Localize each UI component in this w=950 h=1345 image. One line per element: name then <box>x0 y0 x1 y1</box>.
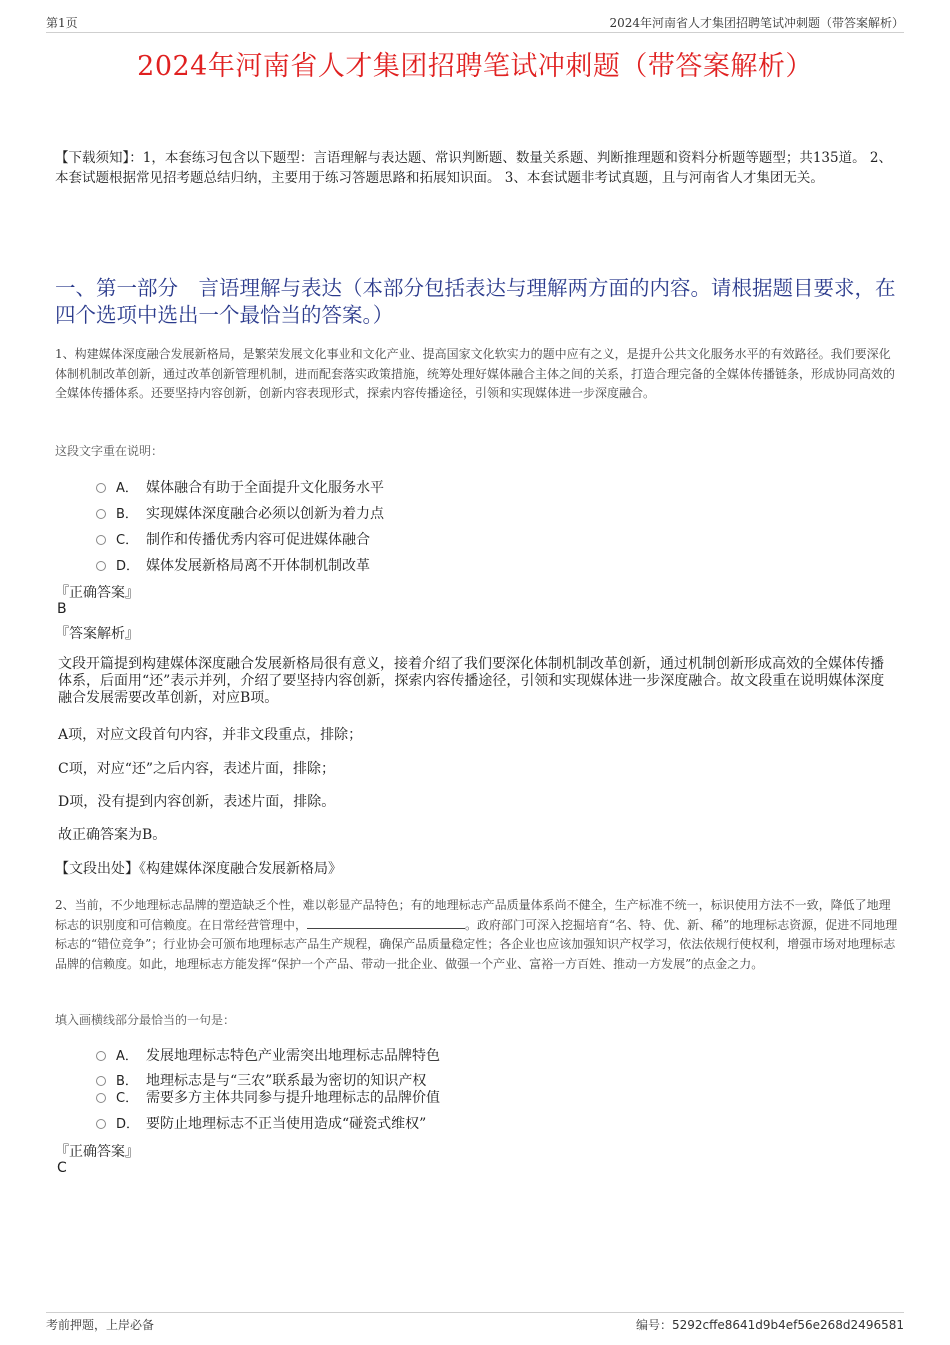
question-2-text: 2、当前，不少地理标志品牌的塑造缺乏个性，难以彰显产品特色；有的地理标志产品质量体系尚不健全，生产标准不统一，标识使用方法不一致，降低了地理标志的识别度和可信赖度。在日常经营管理中， 。政府部门可深入挖掘培育“名、特、优、新、稀”的地理标志资源，促进不同地理标志的“错位竞争”；行业协会可颁布地理标志产品生产规程，确保产品质量稳定性；各企业也应该加强知识产权学习，依法依规行使权利，增强市场对地理标志品牌的信赖度。如此，地理标志方能发挥“保护一个产品、带动一批企业、做强一个产业、富裕一方百姓、推动一方发展”的点金之力。 <box>55 898 898 971</box>
page-header <box>46 12 904 33</box>
question-2-prompt: 填入画横线部分最恰当的一句是： <box>55 1013 236 1027</box>
q1-option-d[interactable]: D． 媒体发展新格局离不开体制机制改革 <box>96 555 370 575</box>
q1-analysis-c: C项，对应“还”之后内容，表述片面，排除； <box>58 761 336 777</box>
q2-option-b[interactable]: B． 地理标志是与“三农”联系最为密切的知识产权 <box>96 1070 426 1090</box>
radio-icon[interactable] <box>96 1093 106 1103</box>
q1-analysis-conclusion: 故正确答案为B。 <box>58 827 167 843</box>
radio-icon[interactable] <box>96 509 106 519</box>
fill-blank <box>307 917 465 929</box>
section-heading: 一、第一部分 言语理解与表达（本部分包括表达与理解两方面的内容。请根据题目要求，在四个选项中选出一个最恰当的答案。） <box>55 276 896 327</box>
radio-icon[interactable] <box>96 561 106 571</box>
q1-analysis-main: 文段开篇提到构建媒体深度融合发展新格局很有意义，接着介绍了我们要深化体制机制改革创新，通过机制创新形成高效的全媒体传播体系，后面用“还”表示并列，介绍了要坚持内容创新，探索内容传播途径，引领和实现媒体进一步深度融合。故文段重在说明媒体深度融合发展需要改革创新，对应B项。 <box>58 656 885 706</box>
q1-analysis-d: D项，没有提到内容创新，表述片面，排除。 <box>58 794 336 810</box>
q1-option-b[interactable]: B． 实现媒体深度融合必须以创新为着力点 <box>96 503 384 523</box>
download-notice: 【下载须知】：1，本套练习包含以下题型：言语理解与表达题、常识判断题、数量关系题、判断推理题和资料分析题等题型；共135道。 2、本套试题根据常见招考题总结归纳，主要用于练习答题思路和拓展知识面。 3、本套试题非考试真题，且与河南省人才集团无关。 <box>55 150 892 186</box>
document-title: 2024年河南省人才集团招聘笔试冲刺题（带答案解析） <box>137 51 813 82</box>
footer-serial: 编号：5292cffe8641d9b4ef56e268d2496581 <box>635 1318 904 1332</box>
q1-answer: B <box>57 601 67 617</box>
radio-icon[interactable] <box>96 483 106 493</box>
question-1-prompt: 这段文字重在说明： <box>55 444 164 458</box>
radio-icon[interactable] <box>96 1051 106 1061</box>
header-doc-title: 2024年河南省人才集团招聘笔试冲刺题（带答案解析） <box>609 16 904 30</box>
q2-answer: C <box>57 1160 67 1176</box>
footer-slogan: 考前押题，上岸必备 <box>46 1318 155 1332</box>
question-1-text: 1、构建媒体深度融合发展新格局，是繁荣发展文化事业和文化产业、提高国家文化软实力的题中应有之义，是提升公共文化服务水平的有效路径。我们要深化体制机制改革创新，通过改革创新管理机制，进而配套落实政策措施，统筹处理好媒体融合主体之间的关系，打造合理完备的全媒体传播链条，形成协同高效的全媒体传播体系。还要坚持内容创新，创新内容表现形式，探索内容传播途径，引领和实现媒体进一步深度融合。 <box>55 347 896 400</box>
q1-option-a[interactable]: A． 媒体融合有助于全面提升文化服务水平 <box>96 477 384 497</box>
q2-answer-label: 『正确答案』 <box>55 1144 139 1160</box>
q1-option-c[interactable]: C． 制作和传播优秀内容可促进媒体融合 <box>96 529 370 549</box>
q2-option-d[interactable]: D． 要防止地理标志不正当使用造成“碰瓷式维权” <box>96 1113 426 1133</box>
q2-option-a[interactable]: A． 发展地理标志特色产业需突出地理标志品牌特色 <box>96 1045 440 1065</box>
page-footer <box>46 1312 904 1335</box>
radio-icon[interactable] <box>96 1076 106 1086</box>
radio-icon[interactable] <box>96 1119 106 1129</box>
q2-option-c[interactable]: C． 需要多方主体共同参与提升地理标志的品牌价值 <box>96 1087 440 1107</box>
page-number: 第1页 <box>46 16 78 30</box>
q1-analysis-a: A项，对应文段首句内容，并非文段重点，排除； <box>58 727 363 743</box>
q1-source: 【文段出处】《构建媒体深度融合发展新格局》 <box>55 861 342 877</box>
q1-analysis-label: 『答案解析』 <box>55 626 139 642</box>
radio-icon[interactable] <box>96 535 106 545</box>
q1-answer-label: 『正确答案』 <box>55 585 139 601</box>
